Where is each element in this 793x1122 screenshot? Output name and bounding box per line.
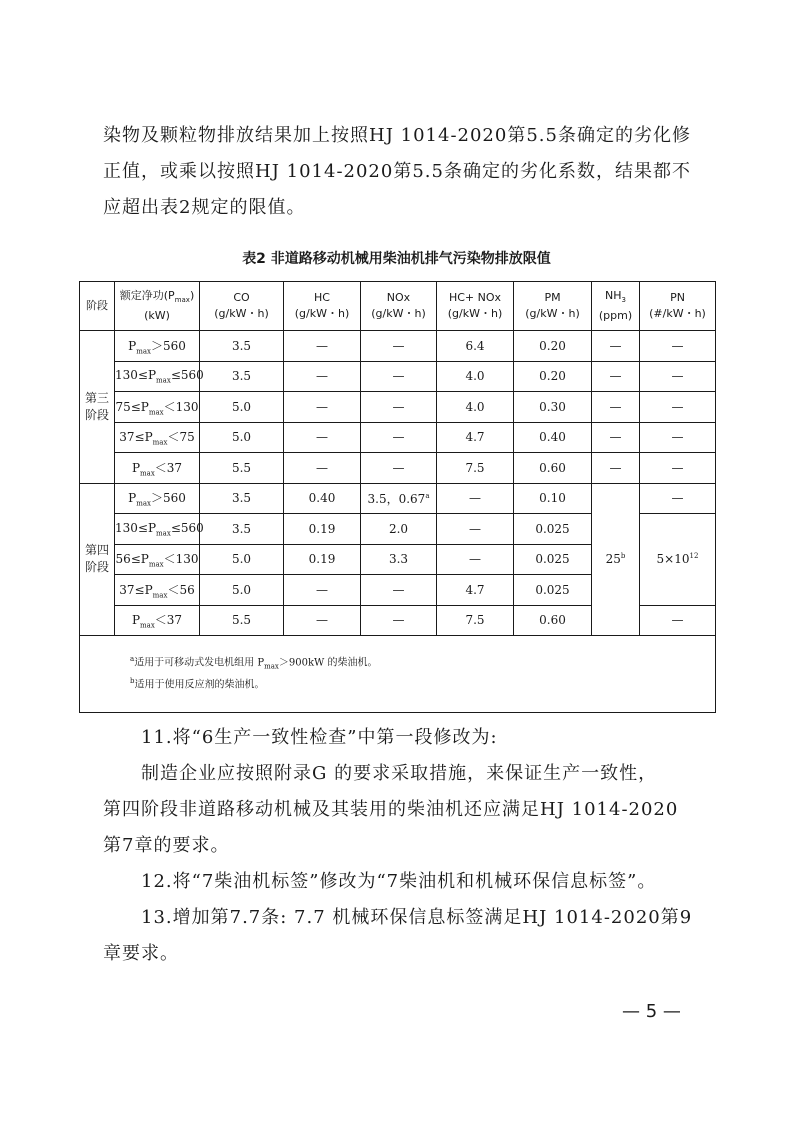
pn-cell: — [640,483,716,514]
pm-cell: 0.30 [514,392,592,423]
hcnox-cell: — [437,544,514,575]
text-line: 制造企业应按照附录G 的要求采取措施，来保证生产一致性， [141,763,658,784]
text-line: 染物及颗粒物排放结果加上按照HJ 1014-2020第5.5条确定的劣化修 [103,125,691,146]
text-line: 正值，或乘以按照HJ 1014-2020第5.5条确定的劣化系数，结果都不 [103,161,691,182]
hc-cell: — [284,361,361,392]
co-cell: 3.5 [200,483,284,514]
hc-cell: — [284,575,361,606]
header-pn: PN (#/kW・h) [640,282,716,331]
hc-cell: — [284,331,361,362]
power-range-cell: $P_{max}<37$ [115,453,200,484]
pn-cell: — [640,422,716,453]
hcnox-cell: 7.5 [437,605,514,636]
nh3-cell: — [592,361,640,392]
table-row [80,483,716,514]
pn-cell: — [640,392,716,423]
pn-cell: — [640,361,716,392]
nh3-cell: — [592,453,640,484]
hc-cell: 0.19 [284,544,361,575]
pm-cell: 0.10 [514,483,592,514]
co-cell: 5.5 [200,605,284,636]
amendment-section [103,720,695,972]
power-range-cell: $130\le P_{max}\le 560$ [115,361,200,392]
co-cell: 5.0 [200,544,284,575]
item-11: 11.将“6生产一致性检查”中第一段修改为: [141,727,498,748]
item-12: 12.将“7柴油机标签”修改为“7柴油机和机械环保信息标签”。 [141,871,657,892]
footnote-b: $^b$适用于使用反应剂的柴油机。 [130,677,265,691]
nox-cell: — [361,453,437,484]
nox-cell: — [361,575,437,606]
header-nh3: $NH_3$ (ppm) [592,282,640,331]
nox-cell: 2.0 [361,514,437,545]
pn-cell: — [640,605,716,636]
table-row [80,392,716,423]
hc-cell: 0.19 [284,514,361,545]
hcnox-cell: — [437,483,514,514]
pn-cell: — [640,331,716,362]
pm-cell: 0.025 [514,514,592,545]
nox-cell: — [361,331,437,362]
pm-cell: 0.20 [514,361,592,392]
hc-cell: — [284,392,361,423]
hcnox-cell: 7.5 [437,453,514,484]
pm-cell: 0.025 [514,544,592,575]
hcnox-cell: 4.0 [437,361,514,392]
power-range-cell: $37\le P_{max}<56$ [115,575,200,606]
header-nox: NOx (g/kW・h) [361,282,437,331]
nox-cell: 3.3 [361,544,437,575]
pm-cell: 0.60 [514,605,592,636]
power-range-cell: $75\le P_{max}<130$ [115,392,200,423]
intro-paragraph [103,118,695,226]
emission-limits-table [79,281,716,713]
co-cell: 5.0 [200,575,284,606]
power-range-cell: $P_{max}>560$ [115,483,200,514]
hcnox-cell: 6.4 [437,331,514,362]
footnote-a: $^a$适用于可移动式发电机组用 $P_{max}>900kW$ 的柴油机。 [130,654,378,670]
power-range-cell: $130\le P_{max}\le 560$ [115,514,200,545]
pn-cell: $5\times 10^{12}$ [640,514,716,606]
co-cell: 5.0 [200,422,284,453]
header-hcnox: HC+ NOx (g/kW・h) [437,282,514,331]
table-title: 表2 非道路移动机械用柴油机排气污染物排放限值 [242,251,551,267]
co-cell: 5.0 [200,392,284,423]
nh3-cell: — [592,392,640,423]
stage-3-label: 第三 阶段 [80,331,115,484]
page-number: — 5 — [622,1001,681,1022]
text-line: 章要求。 [103,943,179,964]
co-cell: 5.5 [200,453,284,484]
nh3-cell: 25$^b$ [592,483,640,636]
footnotes [80,636,716,713]
text-line: 第四阶段非道路移动机械及其装用的柴油机还应满足HJ 1014-2020 [103,799,679,820]
co-cell: 3.5 [200,361,284,392]
header-co: CO (g/kW・h) [200,282,284,331]
power-range-cell: $P_{max}<37$ [115,605,200,636]
power-range-cell: $37\le P_{max}<75$ [115,422,200,453]
power-range-cell: $P_{max}>560$ [115,331,200,362]
pm-cell: 0.20 [514,331,592,362]
nox-cell: 3.5，0.67$^a$ [361,483,437,514]
co-cell: 3.5 [200,514,284,545]
table-row [80,422,716,453]
header-hc: HC (g/kW・h) [284,282,361,331]
hcnox-cell: 4.7 [437,575,514,606]
header-stage: 阶段 [80,282,115,331]
stage-4-label: 第四 阶段 [80,483,115,636]
hcnox-cell: 4.7 [437,422,514,453]
nox-cell: — [361,392,437,423]
hc-cell: — [284,453,361,484]
table-row [80,331,716,362]
hc-cell: 0.40 [284,483,361,514]
nox-cell: — [361,361,437,392]
hc-cell: — [284,605,361,636]
header-power: 额定净功$(P_{max})$ (kW) [115,282,200,331]
hcnox-cell: 4.0 [437,392,514,423]
power-range-cell: $56\le P_{max}<130$ [115,544,200,575]
text-line: 应超出表2规定的限值。 [103,197,306,218]
table-row [80,361,716,392]
nox-cell: — [361,605,437,636]
table-notes [80,636,716,713]
hc-cell: — [284,422,361,453]
item-13: 13.增加第7.7条: 7.7 机械环保信息标签满足HJ 1014-2020第9 [141,907,693,928]
text-line: 第7章的要求。 [103,835,230,856]
pm-cell: 0.40 [514,422,592,453]
nh3-cell: — [592,331,640,362]
hcnox-cell: — [437,514,514,545]
co-cell: 3.5 [200,331,284,362]
pm-cell: 0.60 [514,453,592,484]
nh3-cell: — [592,422,640,453]
nox-cell: — [361,422,437,453]
header-row [80,282,716,331]
table-row [80,453,716,484]
pn-cell: — [640,453,716,484]
header-pm: PM (g/kW・h) [514,282,592,331]
pm-cell: 0.025 [514,575,592,606]
